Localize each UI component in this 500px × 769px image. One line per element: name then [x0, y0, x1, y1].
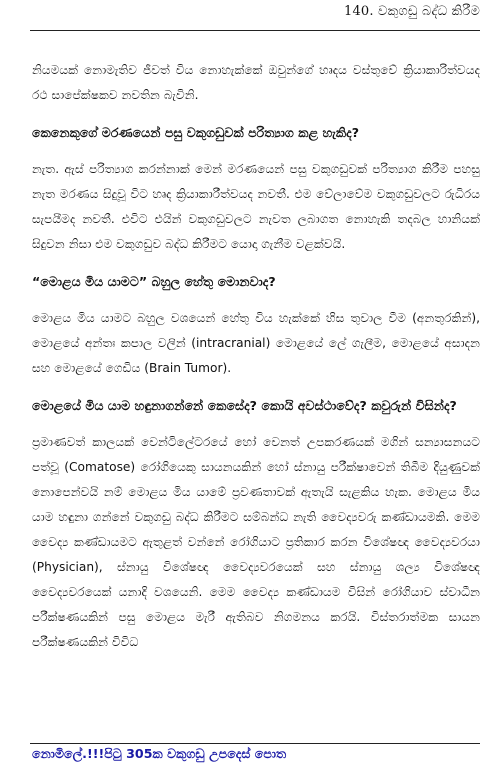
- page-footer-text: නොමිලේ.!!!පිටු 305ක වකුගඩු උපදෙස් පොත: [32, 746, 287, 761]
- answer-paragraph-brain-death-causes: මොළය මිය යාමට බහුල වශයෙන් හේතු විය හැක්කේ හිස තුවාල වීම (අනතුරකින්), මොළයේ අන්තඃ කපාල වලින් (intracranial) මොළයේ ලේ ගැලීම, මොළයේ අසාදන සහ මොළයේ ගෙඩිය (Brain Tumor).: [32, 311, 480, 375]
- page-content: [32, 58, 480, 667]
- footer-divider: [30, 743, 480, 744]
- question-heading-brain-death-causes: “මොළය මිය යාමට” බහුල හේතු මොනවාද?: [32, 274, 276, 289]
- answer-paragraph-brain-death-identification: ප්‍රමාණවත් කාලයක් වෙන්ටිලේටරයේ හෝ වෙනත් උපකරණයක් මගින් සන්‍යාසනයට පත්වූ (Comatose) රෝගියෙකු සායනයකින් හෝ ස්නායු පරීක්ෂාවෙන් තිබීම දියුණුවක් නොපෙන්වයි නම් මොළය මිය යාමේ ප්‍රවණතාවක් ඇතැයි සැළකිය හැක. මොළය මිය යාම හඳුනා ගන්නේ වකුගඩු බද්ධ කිරීමට සම්බන්ධ නැති වෛද්‍යවරු කණ්ඩායමකි. මෙම වෛද්‍ය කණ්ඩායමට ඇතුළත් වන්නේ රෝගියාට ප්‍රතිකාර කරන විශේෂඥ වෛද්‍යවරයා (Physician), ස්නායු විශේෂඥ වෛද්‍යවරයෙක් සහ ස්නායු ශල්‍ය විශේෂඥ වෛද්‍යවරයෙක් යනාදි වශයෙනි. මෙම වෛද්‍ය කණ්ඩායම විසින් රෝගියාව ස්වාධීන පරීක්ෂණයකින් පසු මොළය මැරී ඇතිබව නිගමනය කරයි. විස්තරාත්මක සායන පරීක්ෂණයකින් විවිධ: [32, 435, 480, 649]
- question-heading-brain-death-identification: මොළයේ මිය යාම හඳුනාගන්නේ කෙසේද? කොයි අවස්ථාවේද? කවුරුන් විසින්ද?: [32, 398, 457, 413]
- header-divider: [30, 30, 480, 31]
- page-header-title: 140. වකුගඩු බද්ධ කිරීම: [343, 4, 480, 19]
- answer-paragraph-post-death-donation: නැත. ඇස් පරිත්‍යාග කරන්නාක් මෙන් මරණයෙන් පසු වකුගඩුවක් පරිත්‍යාග කිරීම පහසු නැත මරණය සිදුවූ විට හෘද ක්‍රියාකාරීත්වයද නවතී. එම වේලාවේම වකුගඩුවලට රුධිරය සැපයීමද නවතී. එවිට එයින් වකුගඩුවලට නැවත ලබාගත නොහැකි තදබල හානියක් සිදුවන නිසා එම වකුගඩුව බද්ධ කිරීමට යොදා ගැනීම වළක්වයි.: [32, 162, 480, 251]
- paragraph-continuation: නියමයක් නොමැතිව ජීවත් විය නොහැක්කේ ඔවුන්ගේ හෘදය වස්තුවේ ක්‍රියාකාරිත්වයද රථ සාපේක්ෂකව නවතින බැවිනි.: [32, 63, 480, 102]
- question-heading-post-death-donation: කෙනෙකුගේ මරණයෙන් පසු වකුගඩුවක් පරිත්‍යාග කළ හැකිද?: [32, 125, 360, 140]
